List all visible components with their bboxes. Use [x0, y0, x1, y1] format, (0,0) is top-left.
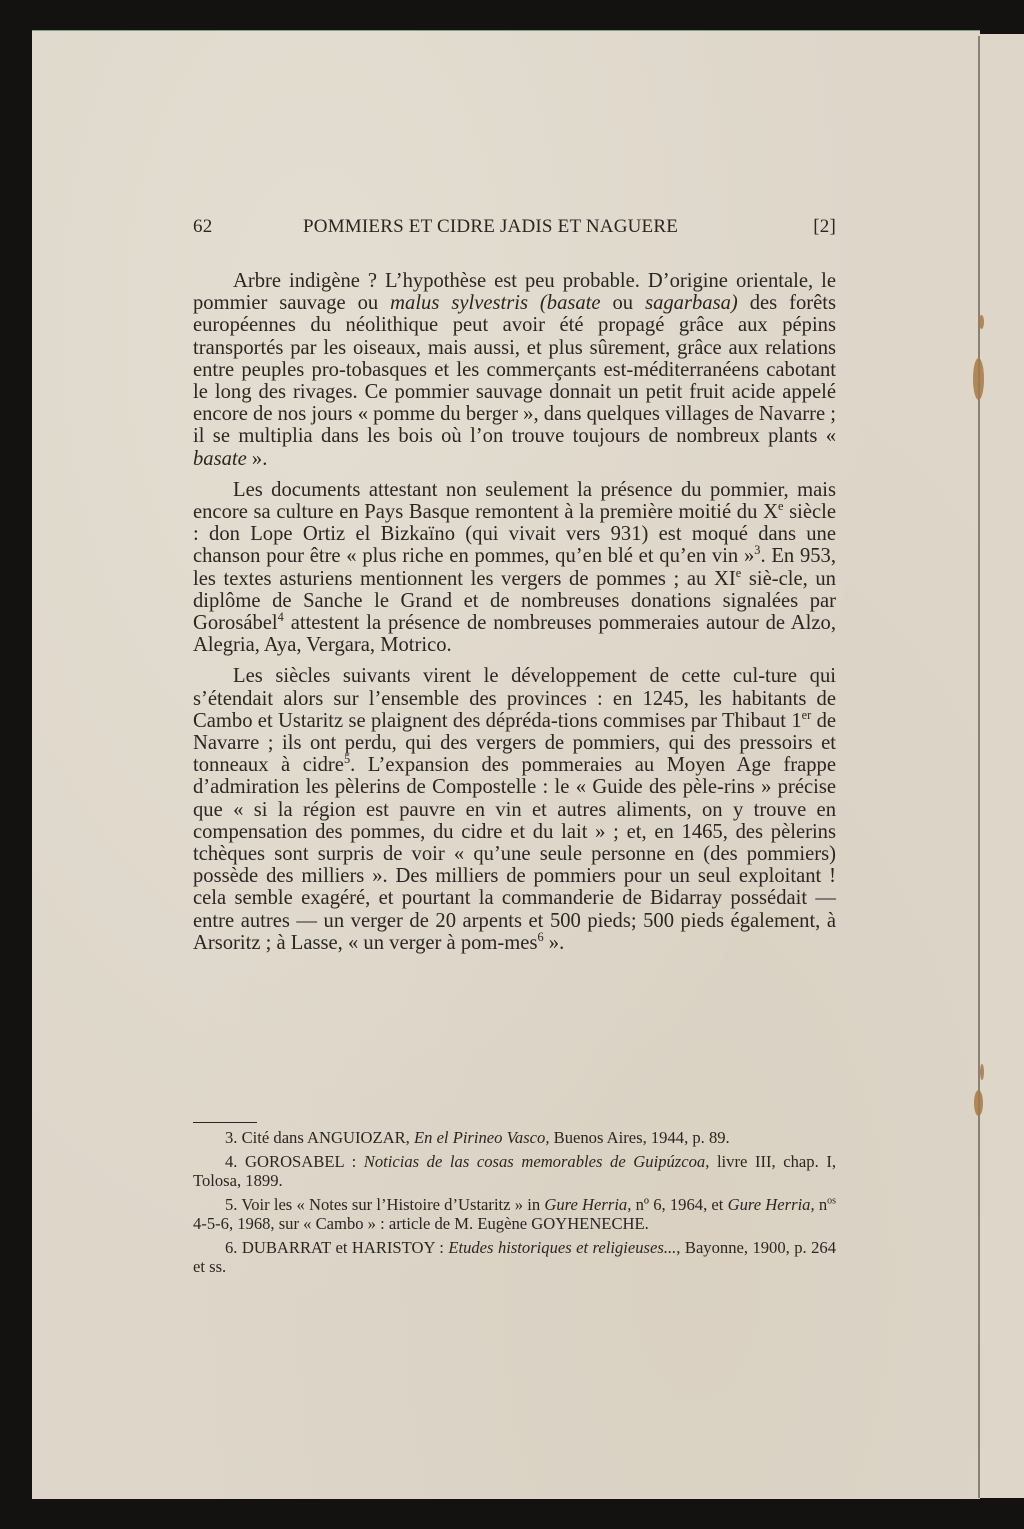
footnote-5 [193, 1195, 836, 1233]
text-run: . En 953, les textes asturiens mentionnent les vergers de pommes ; au XI [193, 545, 836, 590]
text-run: Les documents attestant non seulement la présence du pommier, mais encore sa culture en Pays Basque remontent à la première moitié du X [193, 478, 836, 524]
text-run: attestent la présence de nombreuses pommeraies autour de Alzo, Alegria, Aya, Vergara, Motrico. [193, 612, 836, 657]
superscript: 5 [343, 752, 351, 767]
text-run: Les siècles suivants virent le développement de cette cul-ture qui s’étendait alors sur l’ensemble des provinces : en 1245, les habitants de Cambo et Ustaritz se plaignent des dépréda-tions commises par Thibaut 1 [193, 665, 836, 732]
text-run: ». [543, 931, 565, 954]
footnote-6 [193, 1238, 836, 1276]
text-run: n [814, 1195, 828, 1214]
footnote-4 [193, 1152, 836, 1190]
text-run: siècle : don Lope Ortiz el Bizkaïno (qui vivait vers 931) est moqué dans une chanson pour être « plus riche en pommes, qu’en blé et qu’en vin » [193, 501, 836, 568]
text-run: nº 6, 1964, et [631, 1195, 728, 1214]
italic-text: Noticias de las cosas memorables de Guipúzcoa, [363, 1152, 710, 1171]
text-run: 5. Voir les « Notes sur l’Histoire d’Ustaritz » in [225, 1195, 545, 1214]
superscript: e [735, 565, 742, 580]
text-run: . L’expansion des pommeraies au Moyen Age frappe d’admiration les pèlerins de Compostelle : le « Guide des pèle-rins » précise que « si la région est pauvre en vin et autres aliments, on y trouve en compensation des pommes, du cidre et du lait » ; et, en 1465, des pèlerins tchèques sont surpris de voir « qu’une seule personne en (des pommiers) possède des milliers ». Des milliers de pommiers pour un seul exploitant ! cela semble exagéré, et pourtant la commanderie de Bidarray possédait — entre autres — un verger de 20 arpents et 500 pieds; 500 pieds également, à Arsoritz ; à Lasse, « un verger à pom-mes [193, 754, 836, 954]
text-run: 4. GOROSABEL : [225, 1152, 364, 1171]
superscript: e [777, 499, 784, 514]
text-run: ». [246, 447, 268, 470]
italic-text: Gure Herria, [727, 1195, 815, 1214]
superscript: 3 [754, 543, 761, 558]
running-title: POMMIERS ET CIDRE JADIS ET NAGUERE [303, 216, 679, 237]
text-run: Bayonne, 1900, p. 264 et ss. [193, 1238, 836, 1276]
superscript: 6 [537, 930, 544, 945]
adjacent-page-edge [980, 34, 1024, 1498]
paper-stain [973, 358, 984, 400]
italic-text: Gure Herria, [544, 1195, 632, 1214]
running-header [193, 216, 836, 246]
text-run: 3. Cité dans ANGUIOZAR, [225, 1128, 414, 1147]
text-run: des forêts européennes du néolithique peut avoir été propagé grâce aux pépins transportés par les oiseaux, mais aussi, et plus sûrement, grâce aux relations entre peuples pro-tobasques et les commerçants est-méditerranéens cabotant le long des rivages. Ce pommier sauvage donnait un petit fruit acide appelé encore de nos jours « pomme du berger », dans quelques villages de Navarre ; il se multiplia dans les bois où l’on trouve toujours de nombreux plants « [193, 292, 837, 448]
superscript: os [827, 1195, 836, 1207]
text-run: 4-5-6, 1968, sur « Cambo » : article de M. Eugène GOYHENECHE. [193, 1214, 649, 1233]
text-run: de Navarre ; ils ont perdu, qui des vergers de pommiers, qui des pressoirs et tonneaux à cidre [193, 709, 837, 777]
italic-text: malus sylvestris (basate [390, 292, 601, 315]
paragraph [193, 270, 836, 470]
page-gutter [978, 36, 980, 1498]
footnote-3 [193, 1128, 836, 1147]
text-run: 6. DUBARRAT et HARISTOY : [225, 1238, 449, 1257]
text-run: siè-cle, un diplôme de Sanche le Grand et de nombreuses donations signalées par Gorosábel [193, 567, 836, 635]
text-run: Arbre indigène ? L’hypothèse est peu probable. D’origine orientale, le pommier sauvage ou [193, 270, 836, 315]
text-run: livre III, chap. I, Tolosa, 1899. [193, 1152, 836, 1190]
italic-text: sagarbasa) [645, 292, 738, 315]
paragraph [193, 479, 836, 657]
section-marker: [2] [813, 216, 836, 237]
footnotes [193, 1128, 836, 1281]
superscript: 4 [277, 610, 284, 625]
paper-stain [974, 1090, 983, 1116]
italic-text: En el Pirineo Vasco, [413, 1128, 550, 1147]
italic-text: basate [193, 447, 247, 470]
paragraph [193, 665, 836, 954]
footnote-separator [193, 1122, 257, 1123]
paper-stain [979, 315, 984, 329]
page-number: 62 [193, 216, 213, 237]
paper-stain [980, 1064, 984, 1080]
body-text [193, 270, 836, 963]
superscript: er [801, 708, 812, 722]
text-run: Buenos Aires, 1944, p. 89. [549, 1128, 730, 1147]
italic-text: Etudes historiques et religieuses..., [448, 1238, 681, 1257]
text-run: ou [600, 292, 646, 315]
